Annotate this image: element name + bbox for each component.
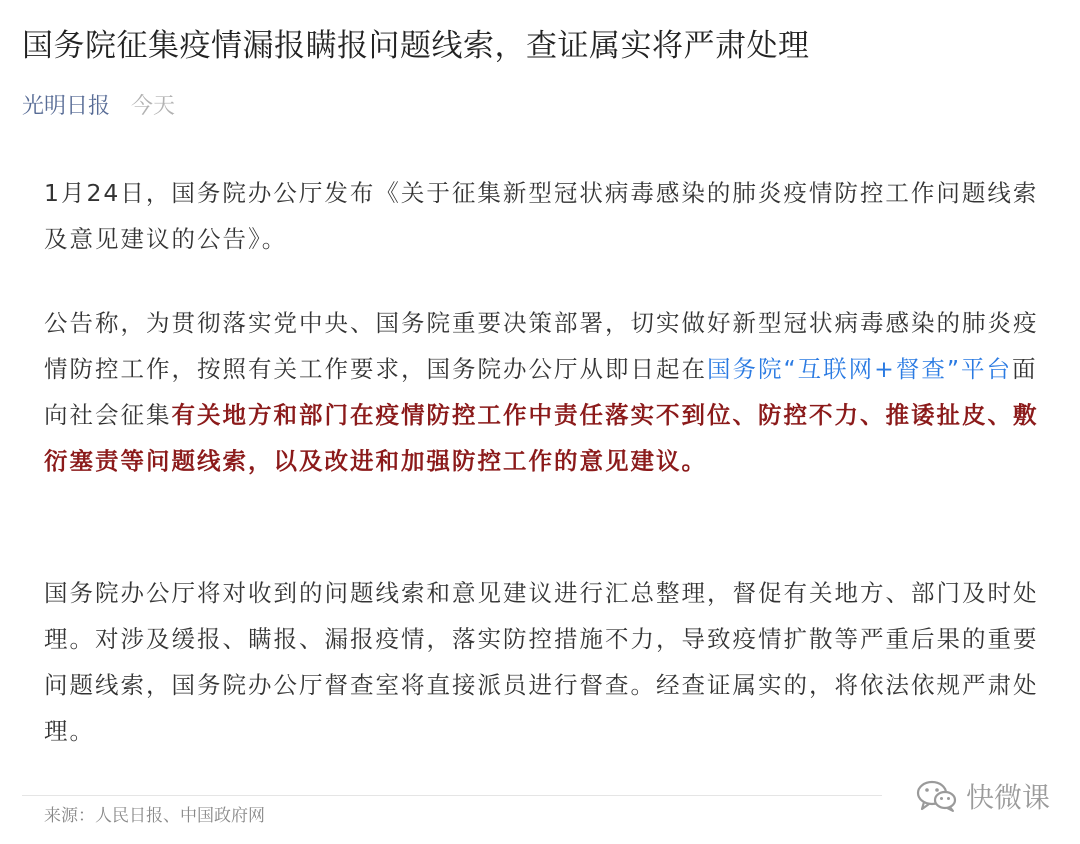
paragraph-2-text-2: 面向社会征集 (44, 355, 1038, 429)
footer-divider (22, 795, 882, 796)
article-meta (22, 90, 175, 124)
watermark-text: 快微课 (965, 781, 1050, 814)
watermark (916, 776, 1050, 816)
source-link[interactable]: 光明日报 (22, 94, 111, 119)
paragraph-2 (44, 300, 1044, 484)
article-title: 国务院征集疫情漏报瞒报问题线索，查证属实将严肃处理 (22, 28, 810, 64)
wechat-icon (916, 779, 958, 813)
publish-time: 今天 (131, 94, 176, 119)
paragraph-2-text-1: 公告称，为贯彻落实党中央、国务院重要决策部署，切实做好新型冠状病毒感染的肺炎疫情防控工作，按照有关工作要求，国务院办公厅从即日起在 (44, 309, 1039, 383)
supervision-platform-link[interactable]: 国务院“互联网+督查”平台 (707, 355, 1013, 383)
source-footer: 来源：人民日报、中国政府网 (44, 806, 265, 826)
paragraph-3: 国务院办公厅将对收到的问题线索和意见建议进行汇总整理，督促有关地方、部门及时处理。对涉及缓报、瞒报、漏报疫情，落实防控措施不力，导致疫情扩散等严重后果的重要问题线索，国务院办公厅督查室将直接派员进行督查。经查证属实的，将依法依规严肃处理。 (44, 579, 1039, 745)
paragraph-2-emphasis: 有关地方和部门在疫情防控工作中责任落实不到位、防控不力、推诿扯皮、敷衍塞责等问题线索，以及改进和加强防控工作的意见建议。 (44, 401, 1039, 475)
paragraph-1: 1月24日，国务院办公厅发布《关于征集新型冠状病毒感染的肺炎疫情防控工作问题线索及意见建议的公告》。 (44, 179, 1039, 253)
